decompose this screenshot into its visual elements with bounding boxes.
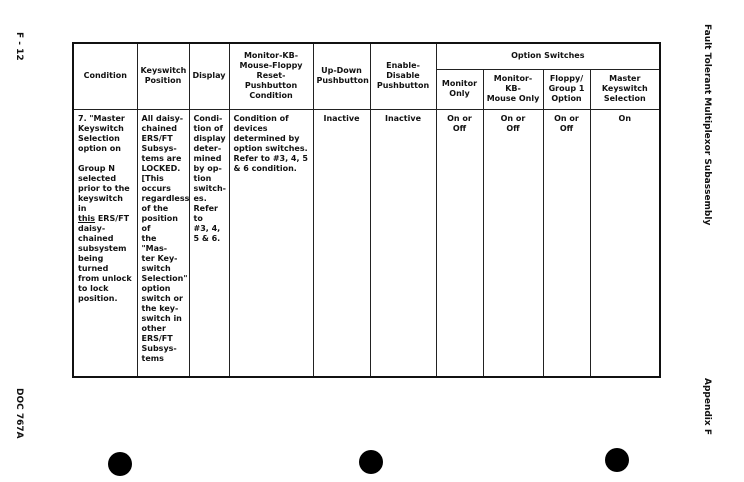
section-title: Fault Tolerant Multiplexor Subassembly: [702, 24, 712, 226]
binder-hole: [108, 452, 132, 476]
cell-monitor-kb-mouse-only: On or Off: [483, 109, 543, 377]
header-keyswitch-position: Keyswitch Position: [137, 43, 189, 109]
cell-floppy-group1: On or Off: [543, 109, 590, 377]
header-display: Display: [189, 43, 229, 109]
binder-hole: [605, 448, 629, 472]
header-floppy-group1: Floppy/ Group 1 Option: [543, 69, 590, 109]
cell-monitor-only: On or Off: [436, 109, 483, 377]
page-number: F - 12: [14, 32, 24, 61]
cell-keyswitch-position: All daisy- chained ERS/FT Subsys- tems are LOCKED. [This occurs regardless of the position of the "Mas- ter Key- switch Selection" option switch or the key- switch in other ERS/FT Subsys- tems: [137, 109, 189, 377]
header-up-down: Up-Down Pushbutton: [313, 43, 370, 109]
cell-enable-disable: Inactive: [370, 109, 436, 377]
cell-display: Condi- tion of display deter- mined by op- tion switch- es. Refer to #3, 4, 5 & 6.: [189, 109, 229, 377]
condition-this: this: [78, 213, 96, 223]
cell-up-down: Inactive: [313, 109, 370, 377]
header-monitor-only: Monitor Only: [436, 69, 483, 109]
condition-text-a: 7. "Master Keyswitch Selection option on: [78, 113, 125, 153]
cell-condition: [73, 109, 137, 377]
binder-hole: [359, 450, 383, 474]
condition-text-b: Group N selected prior to the keyswitch in: [78, 163, 130, 213]
table-row: [73, 109, 660, 377]
header-enable-disable: Enable-Disable Pushbutton: [370, 43, 436, 109]
header-monitor-kb-mouse-only: Monitor-KB- Mouse Only: [483, 69, 543, 109]
header-monitor-reset: Monitor-KB- Mouse-Floppy Reset-Pushbutton Condition: [229, 43, 313, 109]
document-id: DOC 767A: [14, 388, 24, 439]
appendix-label: Appendix F: [702, 378, 712, 435]
header-option-switches: Option Switches: [436, 43, 660, 69]
cell-monitor-reset: Condition of devices determined by option switches. Refer to #3, 4, 5 & 6 condition.: [229, 109, 313, 377]
header-condition: Condition: [73, 43, 137, 109]
condition-text-c: ERS/FT: [95, 213, 130, 223]
header-master-keyswitch: Master Keyswitch Selection: [590, 69, 660, 109]
condition-table: [72, 42, 661, 378]
condition-text-d: daisy- chained subsystem being turned from unlock to lock position.: [78, 223, 132, 303]
cell-master-keyswitch: On: [590, 109, 660, 377]
